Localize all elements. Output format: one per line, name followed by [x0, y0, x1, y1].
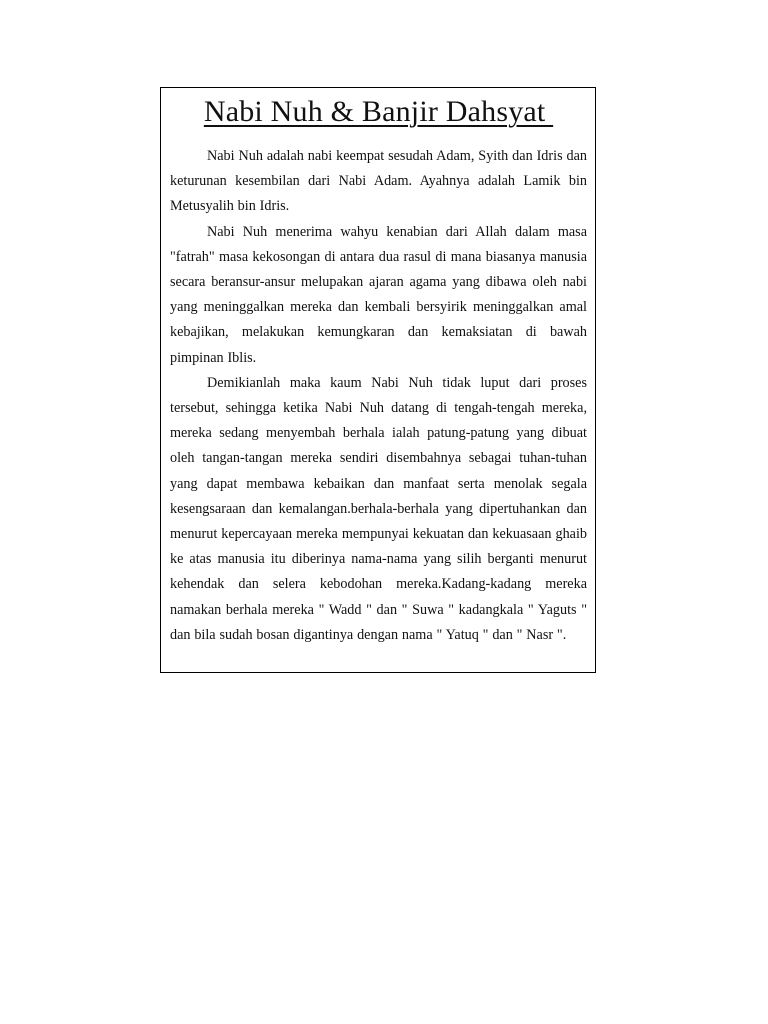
paragraph-1: Nabi Nuh adalah nabi keempat sesudah Adam, Syith dan Idris dan keturunan kesembilan dari Nabi Adam. Ayahnya adalah Lamik bin Metusyalih bin Idris.	[170, 148, 587, 215]
document-title: Nabi Nuh & Banjir Dahsyat	[203, 95, 554, 128]
bordered-text-box	[160, 87, 596, 673]
paragraph-2: Nabi Nuh menerima wahyu kenabian dari Allah dalam masa "fatrah" masa kekosongan di antara dua rasul di mana biasanya manusia secara beransur-ansur melupakan ajaran agama yang dibawa oleh nabi yang meninggalkan mereka dan kembali bersyirik meninggalkan amal kebajikan, melakukan kemungkaran dan kemaksiatan di bawah pimpinan Iblis.	[170, 223, 587, 366]
paragraph-3: Demikianlah maka kaum Nabi Nuh tidak luput dari proses tersebut, sehingga ketika Nabi Nuh datang di tengah-tengah mereka, mereka sedang menyembah berhala ialah patung-patung yang dibuat oleh tangan-tangan mereka sendiri disembahnya sebagai tuhan-tuhan yang dapat membawa kebaikan dan manfaat serta menolak segala kesengsaraan dan kemalangan.berhala-berhala yang dipertuhankan dan menurut kepercayaan mereka mempunyai kekuatan dan kekuasaan ghaib ke atas manusia itu diberinya nama-nama yang silih berganti menurut kehendak dan selera kebodohan mereka.Kadang-kadang mereka namakan berhala mereka " Wadd " dan " Suwa " kadangkala " Yaguts " dan bila sudah bosan digantinya dengan nama " Yatuq " dan " Nasr ".	[170, 374, 587, 643]
